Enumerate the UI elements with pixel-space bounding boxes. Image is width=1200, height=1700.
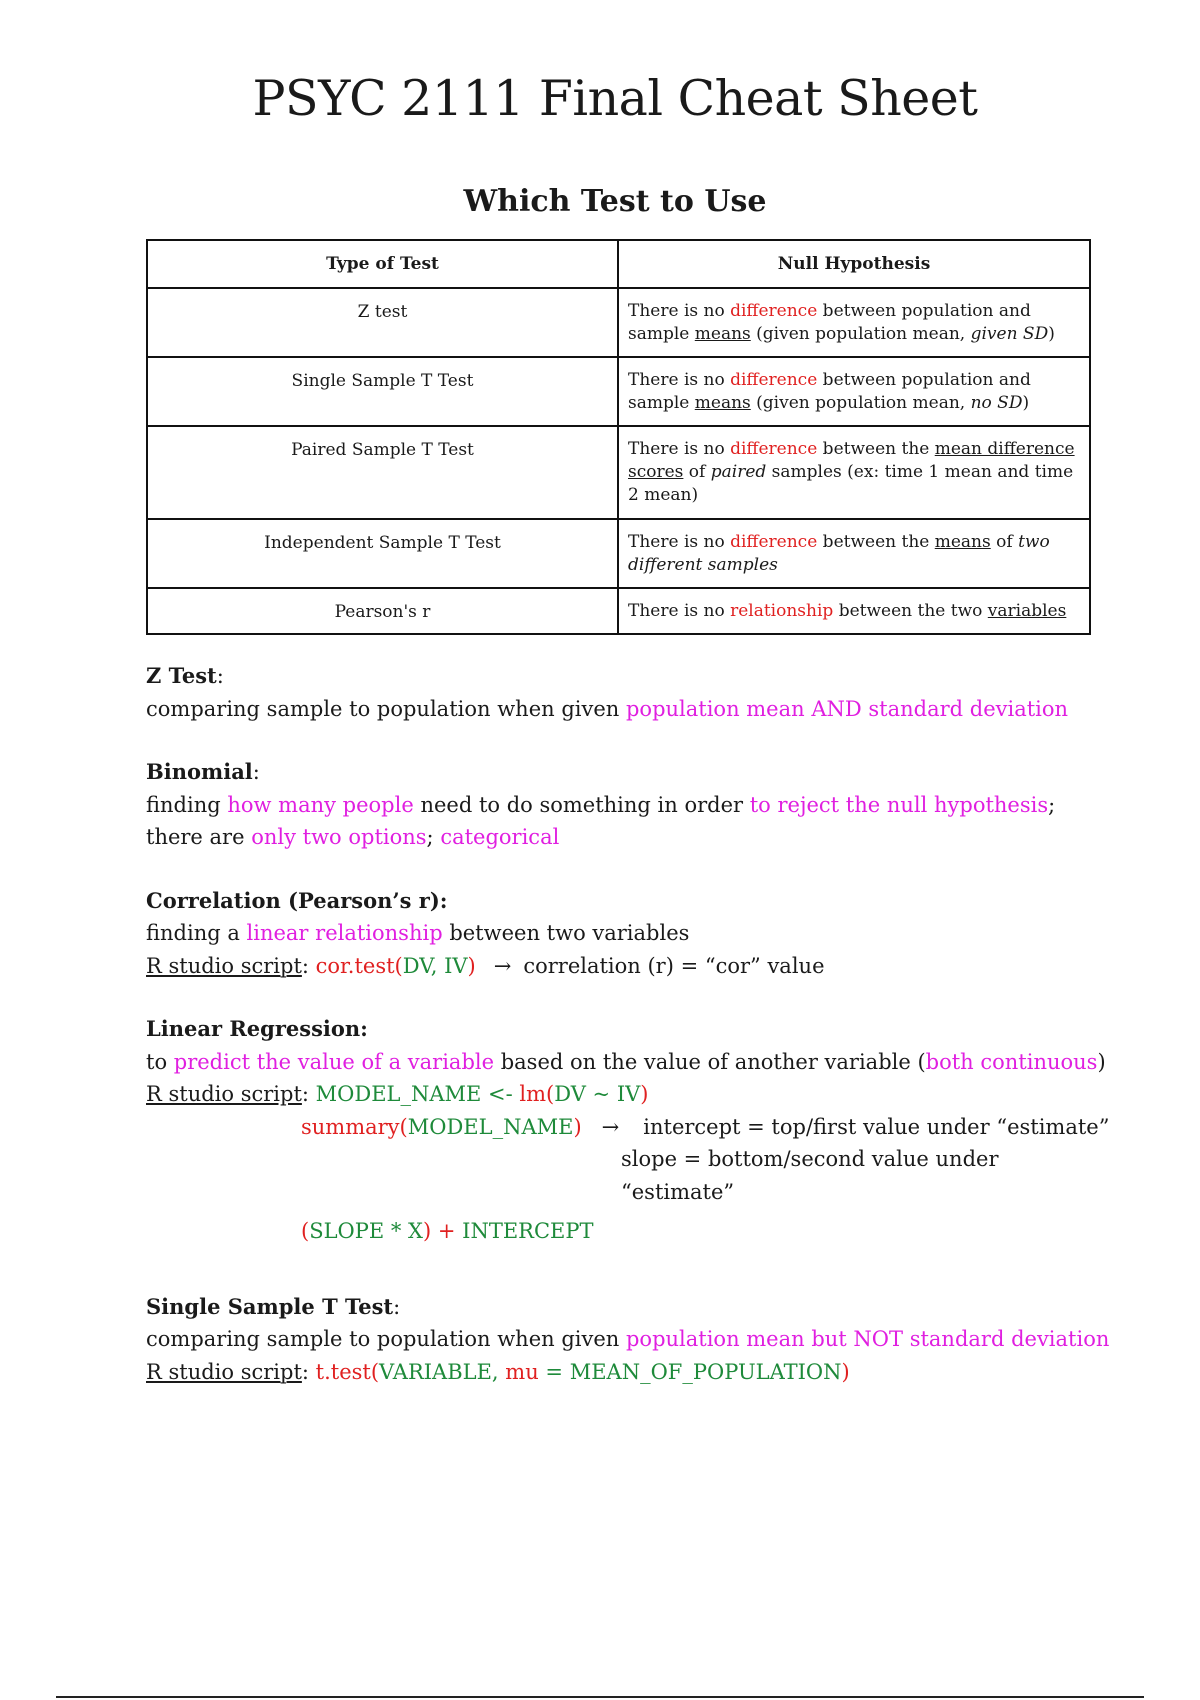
null-hypothesis-cell: There is no difference between the mean difference scores of paired samples (ex: time 1 mean and time 2 mean) — [618, 426, 1090, 519]
z-test-highlight: population mean AND standard deviation — [625, 696, 1069, 721]
page-title: PSYC 2111 Final Cheat Sheet — [252, 70, 978, 127]
arrow-icon: → — [493, 953, 512, 978]
arrow-icon: → — [601, 1114, 620, 1139]
null-hypothesis-cell: There is no relationship between the two variables — [618, 588, 1090, 634]
col-header-type: Type of Test — [147, 240, 618, 288]
single-t-note: Single Sample T Test: comparing sample to population when given population mean but NOT standard deviation R studio script: t.test(VARIABLE, mu = MEAN_OF_POPULATION) — [146, 1291, 1116, 1389]
test-type-cell: Single Sample T Test — [147, 357, 618, 426]
test-type-cell: Pearson's r — [147, 588, 618, 634]
single-t-script: R studio script: t.test(VARIABLE, mu = MEAN_OF_POPULATION) — [146, 1359, 850, 1384]
notes-section — [146, 660, 1116, 1419]
regression-script: R studio script: MODEL_NAME <- lm(DV ~ IV) — [146, 1082, 649, 1106]
table-row — [147, 426, 1090, 519]
table-row — [147, 288, 1090, 357]
test-type-cell: Paired Sample T Test — [147, 426, 618, 519]
table-row — [147, 588, 1090, 634]
table-row — [147, 519, 1090, 588]
which-test-table — [146, 239, 1091, 635]
regression-note: Linear Regression: to predict the value of a variable based on the value of another variable (both continuous) R studio script: MODEL_NAME <- lm(DV ~ IV) summary(MODEL_NAME) → intercept = top/first value under “estimate” slope = bottom/second value under “estimate” (SLOPE * X) + INTERCEPT — [146, 1013, 1116, 1248]
correlation-heading: Correlation (Pearson’s r): — [146, 887, 448, 913]
null-hypothesis-cell: There is no difference between population and sample means (given population mean, no SD) — [618, 357, 1090, 426]
table-row — [147, 357, 1090, 426]
test-type-cell: Independent Sample T Test — [147, 519, 618, 588]
correlation-script: R studio script: cor.test(DV, IV) → correlation (r) = “cor” value — [146, 953, 825, 978]
table-header-row — [147, 240, 1090, 288]
col-header-null: Null Hypothesis — [618, 240, 1090, 288]
regression-slope-line: slope = bottom/second value under “estimate” — [621, 1147, 999, 1204]
binomial-heading: Binomial — [146, 759, 253, 784]
section-heading-which-test: Which Test to Use — [463, 184, 767, 219]
test-type-cell: Z test — [147, 288, 618, 357]
z-test-note: Z Test: comparing sample to population when given population mean AND standard deviation — [146, 663, 1069, 721]
z-test-heading: Z Test — [146, 663, 217, 688]
null-hypothesis-cell: There is no difference between population and sample means (given population mean, given SD) — [618, 288, 1090, 357]
single-t-heading: Single Sample T Test — [146, 1293, 394, 1319]
regression-heading: Linear Regression: — [146, 1016, 368, 1041]
regression-summary-line: summary(MODEL_NAME) → intercept = top/first value under “estimate” — [146, 1111, 1116, 1144]
null-hypothesis-cell: There is no difference between the means of two different samples — [618, 519, 1090, 588]
correlation-note: Correlation (Pearson’s r): finding a linear relationship between two variables R studio script: cor.test(DV, IV) → correlation (r) = “cor” value — [146, 885, 1116, 983]
regression-formula: (SLOPE * X) + INTERCEPT — [301, 1219, 594, 1243]
binomial-note: Binomial: finding how many people need to do something in order to reject the null hypothesis; there are only two options; categorical — [146, 759, 1056, 849]
page-divider — [56, 1696, 1144, 1698]
